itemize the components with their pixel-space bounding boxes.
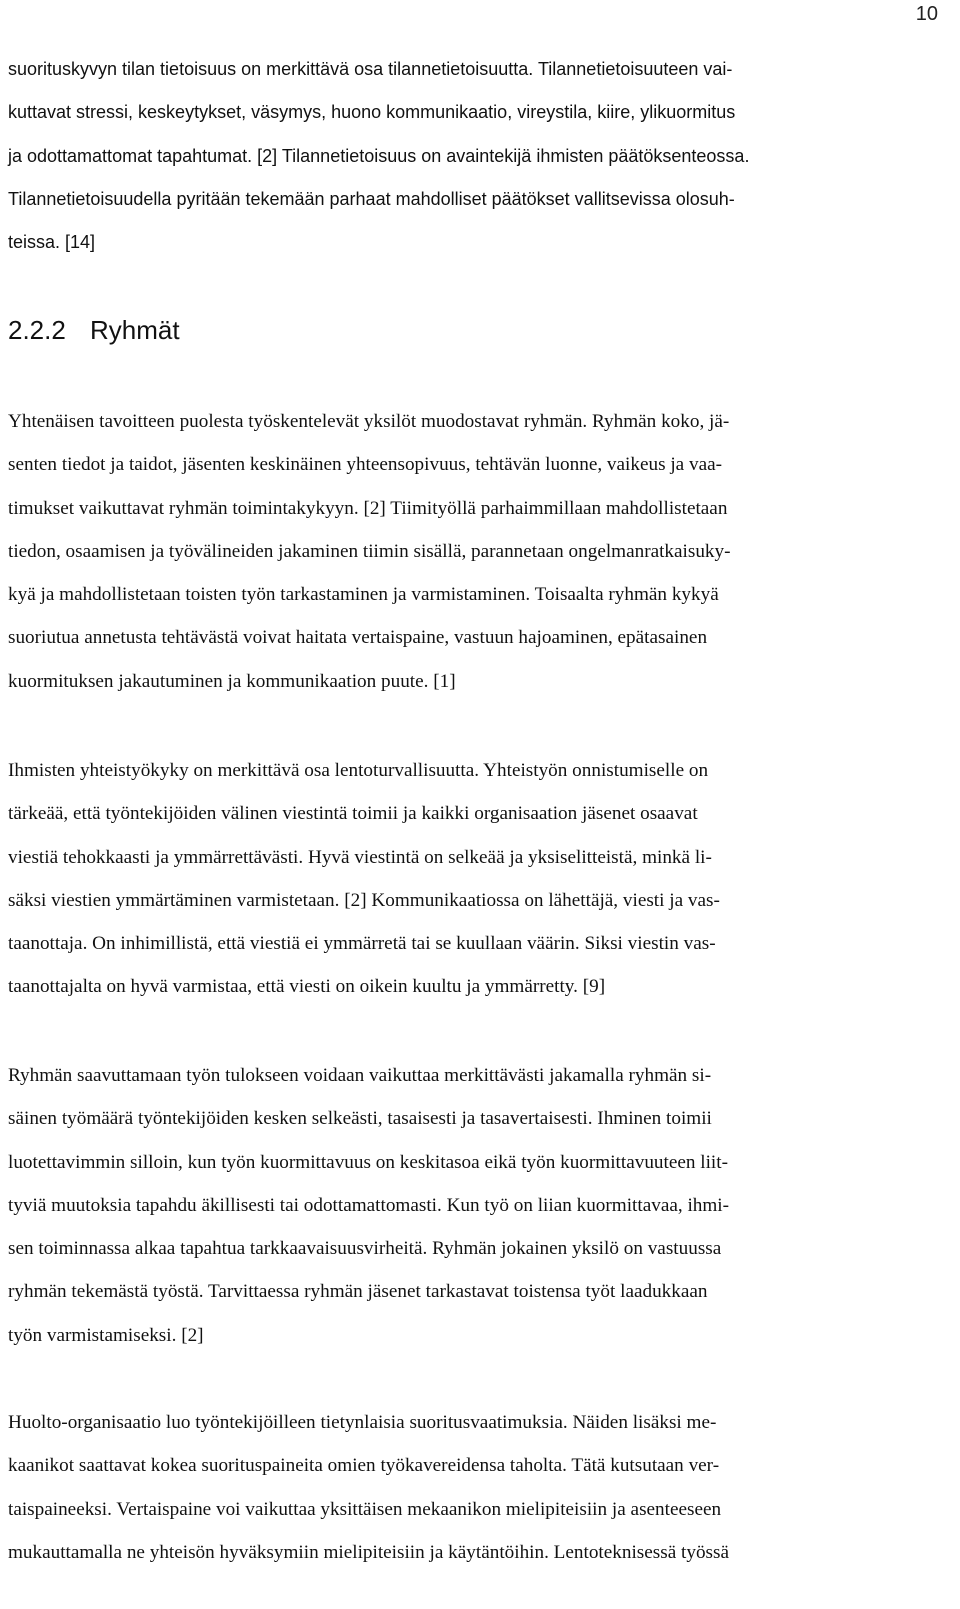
text-line: teissa. [14] [8,232,96,253]
text-line: suorituskyvyn tilan tietoisuus on merkittävä osa tilannetietoisuutta. Tilannetietoisuuteen vai- [8,59,733,79]
text-line: säksi viestien ymmärtäminen varmistetaan. [2] Kommunikaatiossa on lähettäjä, viesti ja vas- [8,889,720,911]
text-line: taanottaja. On inhimillistä, että viestiä ei ymmärretä tai se kuullaan väärin. Siksi viestin vas- [8,933,716,955]
text-line: kuormituksen jakautuminen ja kommunikaation puute. [1] [8,670,456,692]
text-line: suoriutua annetusta tehtävästä voivat haitata vertaispaine, vastuun hajoaminen, epätasainen [8,627,708,649]
text-line: tiedon, osaamisen ja työvälineiden jakaminen tiimin sisällä, parannetaan ongelmanratkaisuky- [8,540,731,562]
text-line: luotettavimmin silloin, kun työn kuormittavuus on keskitasoa eikä työn kuormittavuuteen liit- [8,1151,728,1173]
page-number: 10 [915,3,938,25]
text-line: viestiä tehokkaasti ja ymmärrettävästi. Hyvä viestintä on selkeää ja yksiselitteistä, minkä li- [8,846,712,868]
text-line: timukset vaikuttavat ryhmän toimintakykyyn. [2] Tiimityöllä parhaimmillaan mahdollistetaan [8,497,728,519]
text-line: senten tiedot ja taidot, jäsenten keskinäinen yhteensopivuus, tehtävän luonne, vaikeus ja vaa- [8,454,722,476]
text-line: kaanikot saattavat kokea suorituspaineita omien työkavereidensa taholta. Tätä kutsutaan ver- [8,1455,720,1477]
paragraph-cooperation [8,749,936,1009]
text-line: työn varmistamiseksi. [2] [8,1324,204,1346]
text-line: Ihmisten yhteistyökyky on merkittävä osa lentoturvallisuutta. Yhteistyön onnistumiselle on [8,760,709,781]
section-number: 2.2.2 [8,315,66,345]
section-heading [8,312,180,348]
text-line: ryhmän tekemästä työstä. Tarvittaessa ryhmän jäsenet tarkastavat toistensa työt laadukkaan [8,1281,708,1303]
paragraph-workload [8,1054,936,1357]
text-line: sen toiminnassa alkaa tapahtua tarkkaavaisuusvirheitä. Ryhmän jokainen yksilö on vastuussa [8,1238,722,1260]
text-line: Ryhmän saavuttamaan työn tulokseen voidaan vaikuttaa merkittävästi jakamalla ryhmän si- [8,1065,712,1086]
text-line: kyä ja mahdollistetaan toisten työn tarkastaminen ja varmistaminen. Toisaalta ryhmän kykyä [8,584,719,606]
text-line: mukauttamalla ne yhteisön hyväksymiin mielipiteisiin ja käytäntöihin. Lentoteknisessä työssä [8,1541,730,1563]
paragraph-situational-awareness [8,48,936,264]
paragraph-peer-pressure [8,1401,936,1574]
text-line: kuttavat stressi, keskeytykset, väsymys, huono kommunikaatio, vireystila, kiire, ylikuormitus [8,102,736,123]
text-line: tärkeää, että työntekijöiden välinen viestintä toimii ja kaikki organisaation jäsenet osaavat [8,803,698,825]
text-line: ja odottamattomat tapahtumat. [2] Tilannetietoisuus on avaintekijä ihmisten päätöksenteossa. [8,145,750,166]
text-line: säinen työmäärä työntekijöiden kesken selkeästi, tasaisesti ja tasavertaisesti. Ihminen toimii [8,1108,712,1130]
text-line: Yhtenäisen tavoitteen puolesta työskentelevät yksilöt muodostavat ryhmän. Ryhmän koko, jä- [8,411,730,432]
text-line: Tilannetietoisuudella pyritään tekemään parhaat mahdolliset päätökset vallitsevissa olosuh- [8,188,735,209]
section-title: Ryhmät [90,315,180,345]
text-line: taanottajalta on hyvä varmistaa, että viesti on oikein kuultu ja ymmärretty. [9] [8,976,606,998]
text-line: taispaineeksi. Vertaispaine voi vaikuttaa yksittäisen mekaanikon mielipiteisiin ja asenteeseen [8,1498,722,1520]
text-line: Huolto-organisaatio luo työntekijöilleen tietynlaisia suoritusvaatimuksia. Näiden lisäksi me- [8,1412,717,1433]
paragraph-groups [8,400,936,703]
text-line: tyviä muutoksia tapahdu äkillisesti tai odottamattomasti. Kun työ on liian kuormittavaa, ihmi- [8,1194,730,1216]
